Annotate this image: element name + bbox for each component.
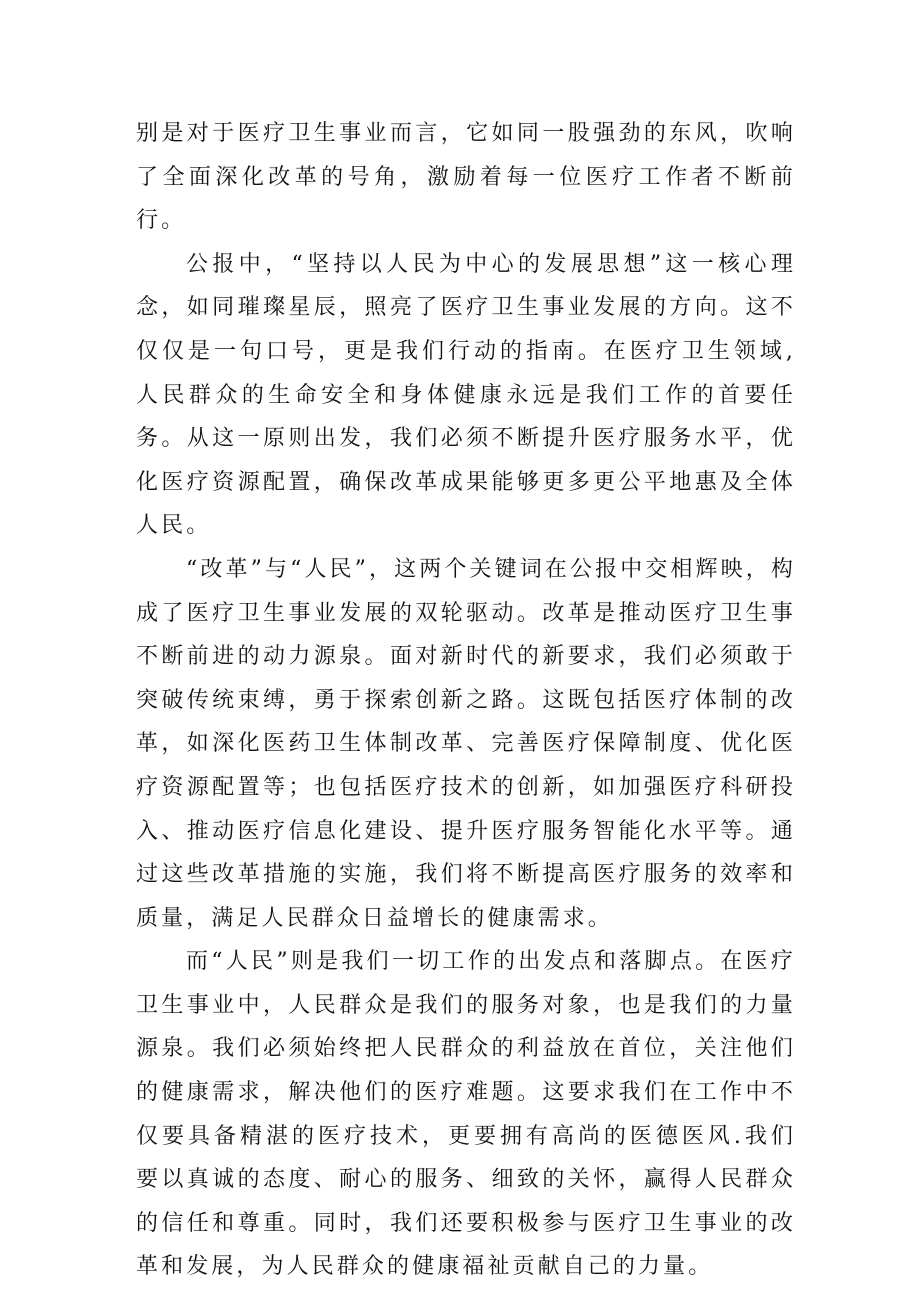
paragraph-3: “改革”与“人民”，这两个关键词在公报中交相辉映，构成了医疗卫生事业发展的双轮驱动。改革是推动医疗卫生事不断前进的动力源泉。面对新时代的新要求，我们必须敢于突破传统束缚，勇于探索创新之路。这既包括医疗体制的改革，如深化医药卫生体制改革、完善医疗保障制度、优化医疗资源配置等；也包括医疗技术的创新，如加强医疗科研投入、推动医疗信息化建设、提升医疗服务智能化水平等。通过这些改革措施的实施，我们将不断提高医疗服务的效率和质量，满足人民群众日益增长的健康需求。 (136, 556, 796, 931)
document-body (136, 112, 796, 1289)
paragraph-4: 而“人民”则是我们一切工作的出发点和落脚点。在医疗卫生事业中，人民群众是我们的服务对象，也是我们的力量源泉。我们必须始终把人民群众的利益放在首位，关注他们的健康需求，解决他们的医疗难题。这要求我们在工作中不仅要具备精湛的医疗技术，更要拥有高尚的医德医风.我们要以真诚的态度、耐心的服务、细致的关怀，赢得人民群众的信任和尊重。同时，我们还要积极参与医疗卫生事业的改革和发展，为人民群众的健康福祉贡献自己的力量。 (136, 949, 796, 1280)
paragraph-1: 别是对于医疗卫生事业而言，它如同一股强劲的东风，吹响了全面深化改革的号角，激励着每一位医疗工作者不断前行。 (136, 121, 796, 234)
paragraph-2: 公报中，“坚持以人民为中心的发展思想”这一核心理念，如同璀璨星辰，照亮了医疗卫生事业发展的方向。这不仅仅是一句口号，更是我们行动的指南。在医疗卫生领域,人民群众的生命安全和身体健康永远是我们工作的首要任务。从这一原则出发，我们必须不断提升医疗服务水平，优化医疗资源配置，确保改革成果能够更多更公平地惠及全体人民。 (136, 251, 796, 539)
